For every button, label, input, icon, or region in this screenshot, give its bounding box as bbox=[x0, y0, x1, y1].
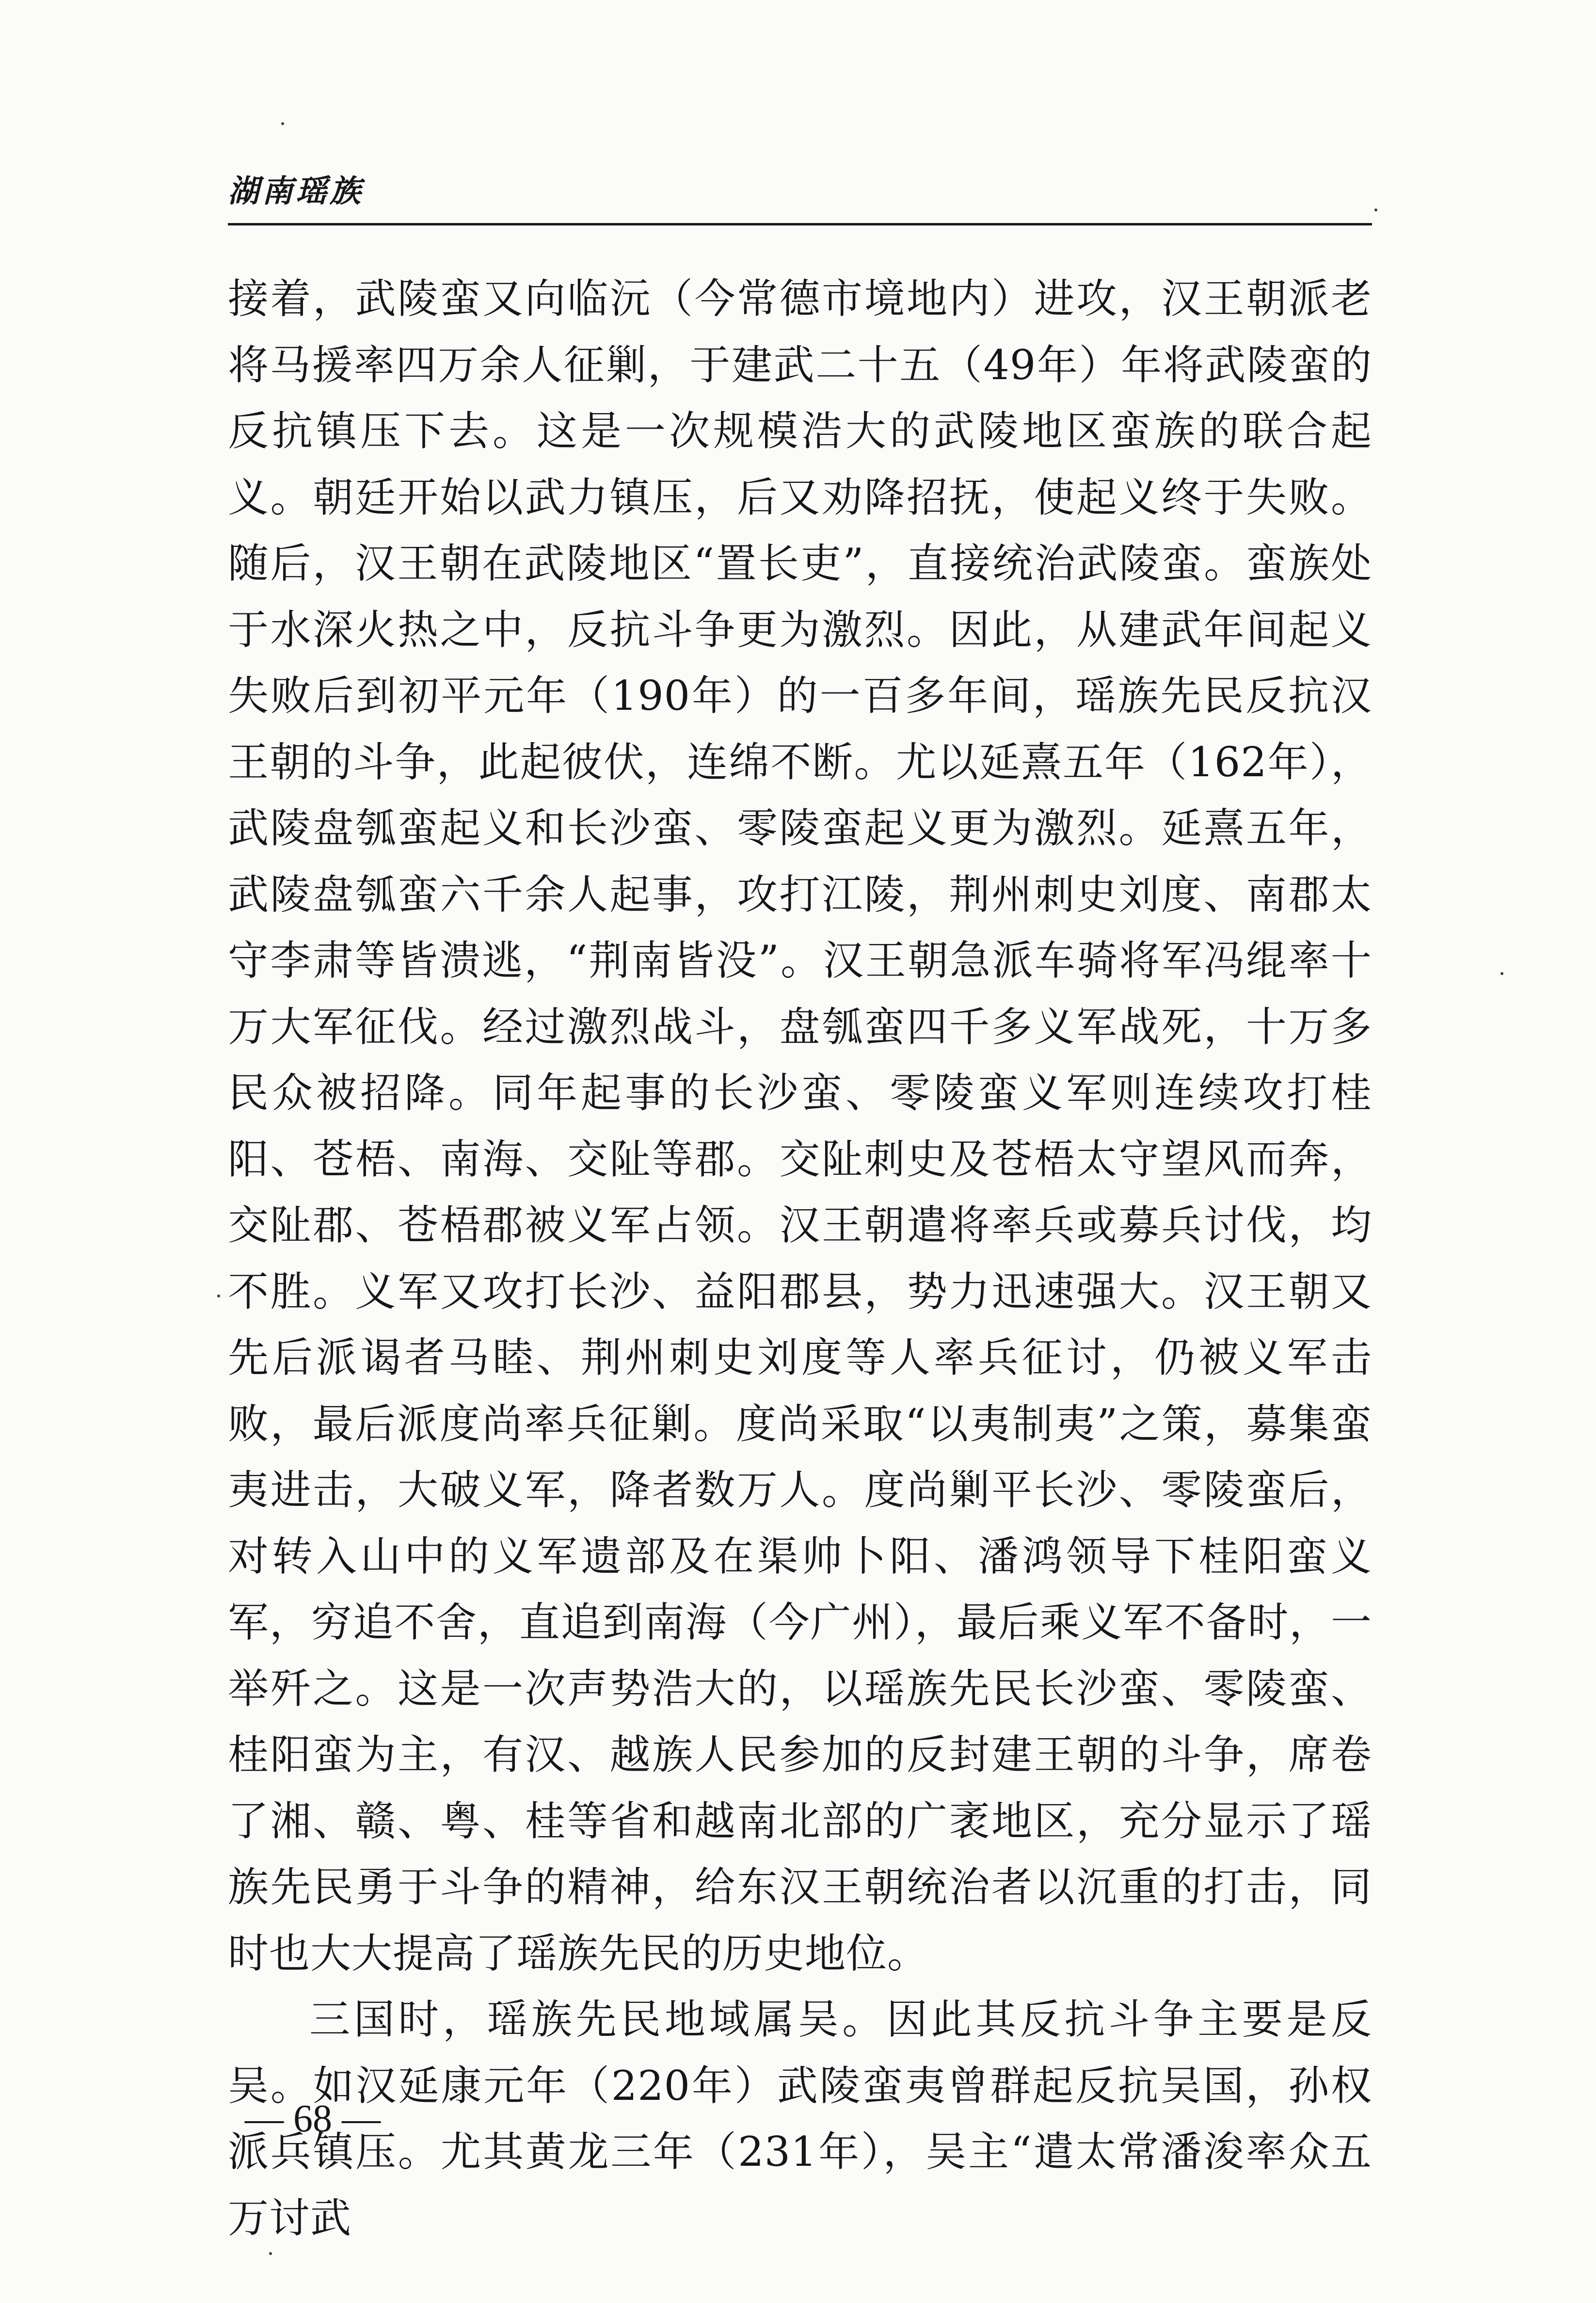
paragraph: 三国时，瑶族先民地域属吴。因此其反抗斗争主要是反吴。如汉延康元年（220年）武陵蛮夷曾群起反抗吴国，孙权派兵镇压。尤其黄龙三年（231年），吴主“遣太常潘浚率众五万讨武 bbox=[228, 1996, 1372, 2242]
body-text bbox=[228, 266, 1372, 2251]
scan-speck bbox=[217, 1295, 220, 1297]
paragraph: 接着，武陵蛮又向临沅（今常德市境地内）进攻，汉王朝派老将马援率四万余人征剿，于建武二十五（49年）年将武陵蛮的反抗镇压下去。这是一次规模浩大的武陵地区蛮族的联合起义。朝廷开始以武力镇压，后又劝降招抚，使起义终于失败。随后，汉王朝在武陵地区“置长吏”，直接统治武陵蛮。蛮族处于水深火热之中，反抗斗争更为激烈。因此，从建武年间起义失败后到初平元年（190年）的一百多年间，瑶族先民反抗汉王朝的斗争，此起彼伏，连绵不断。尤以延熹五年（162年），武陵盘瓠蛮起义和长沙蛮、零陵蛮起义更为激烈。延熹五年，武陵盘瓠蛮六千余人起事，攻打江陵，荆州刺史刘度、南郡太守李肃等皆溃逃，“荆南皆没”。汉王朝急派车骑将军冯绲率十万大军征伐。经过激烈战斗，盘瓠蛮四千多义军战死，十万多民众被招降。同年起事的长沙蛮、零陵蛮义军则连续攻打桂阳、苍梧、南海、交阯等郡。交阯刺史及苍梧太守望风而奔，交阯郡、苍梧郡被义军占领。汉王朝遣将率兵或募兵讨伐，均不胜。义军又攻打长沙、益阳郡县，势力迅速强大。汉王朝又先后派谒者马睦、荆州刺史刘度等人率兵征讨，仍被义军击败，最后派度尚率兵征剿。度尚采取“以夷制夷”之策，募集蛮夷进击，大破义军，降者数万人。度尚剿平长沙、零陵蛮后，对转入山中的义军遗部及在渠帅卜阳、潘鸿领导下桂阳蛮义军，穷追不舍，直追到南海（今广州），最后乘义军不备时，一举歼之。这是一次声势浩大的，以瑶族先民长沙蛮、零陵蛮、桂阳蛮为主，有汉、越族人民参加的反封建王朝的斗争，席卷了湘、赣、粤、桂等省和越南北部的广袤地区，充分显示了瑶族先民勇于斗争的精神，给东汉王朝统治者以沉重的打击，同时也大大提高了瑶族先民的历史地位。 bbox=[228, 275, 1372, 1977]
running-header bbox=[228, 170, 1372, 225]
book-title: 湖南瑶族 bbox=[228, 174, 364, 209]
scan-speck bbox=[269, 2252, 272, 2255]
scan-speck bbox=[1500, 972, 1503, 975]
scan-speck bbox=[281, 122, 284, 125]
scan-speck bbox=[1374, 208, 1377, 211]
page-number: — 68 — bbox=[245, 2097, 381, 2140]
